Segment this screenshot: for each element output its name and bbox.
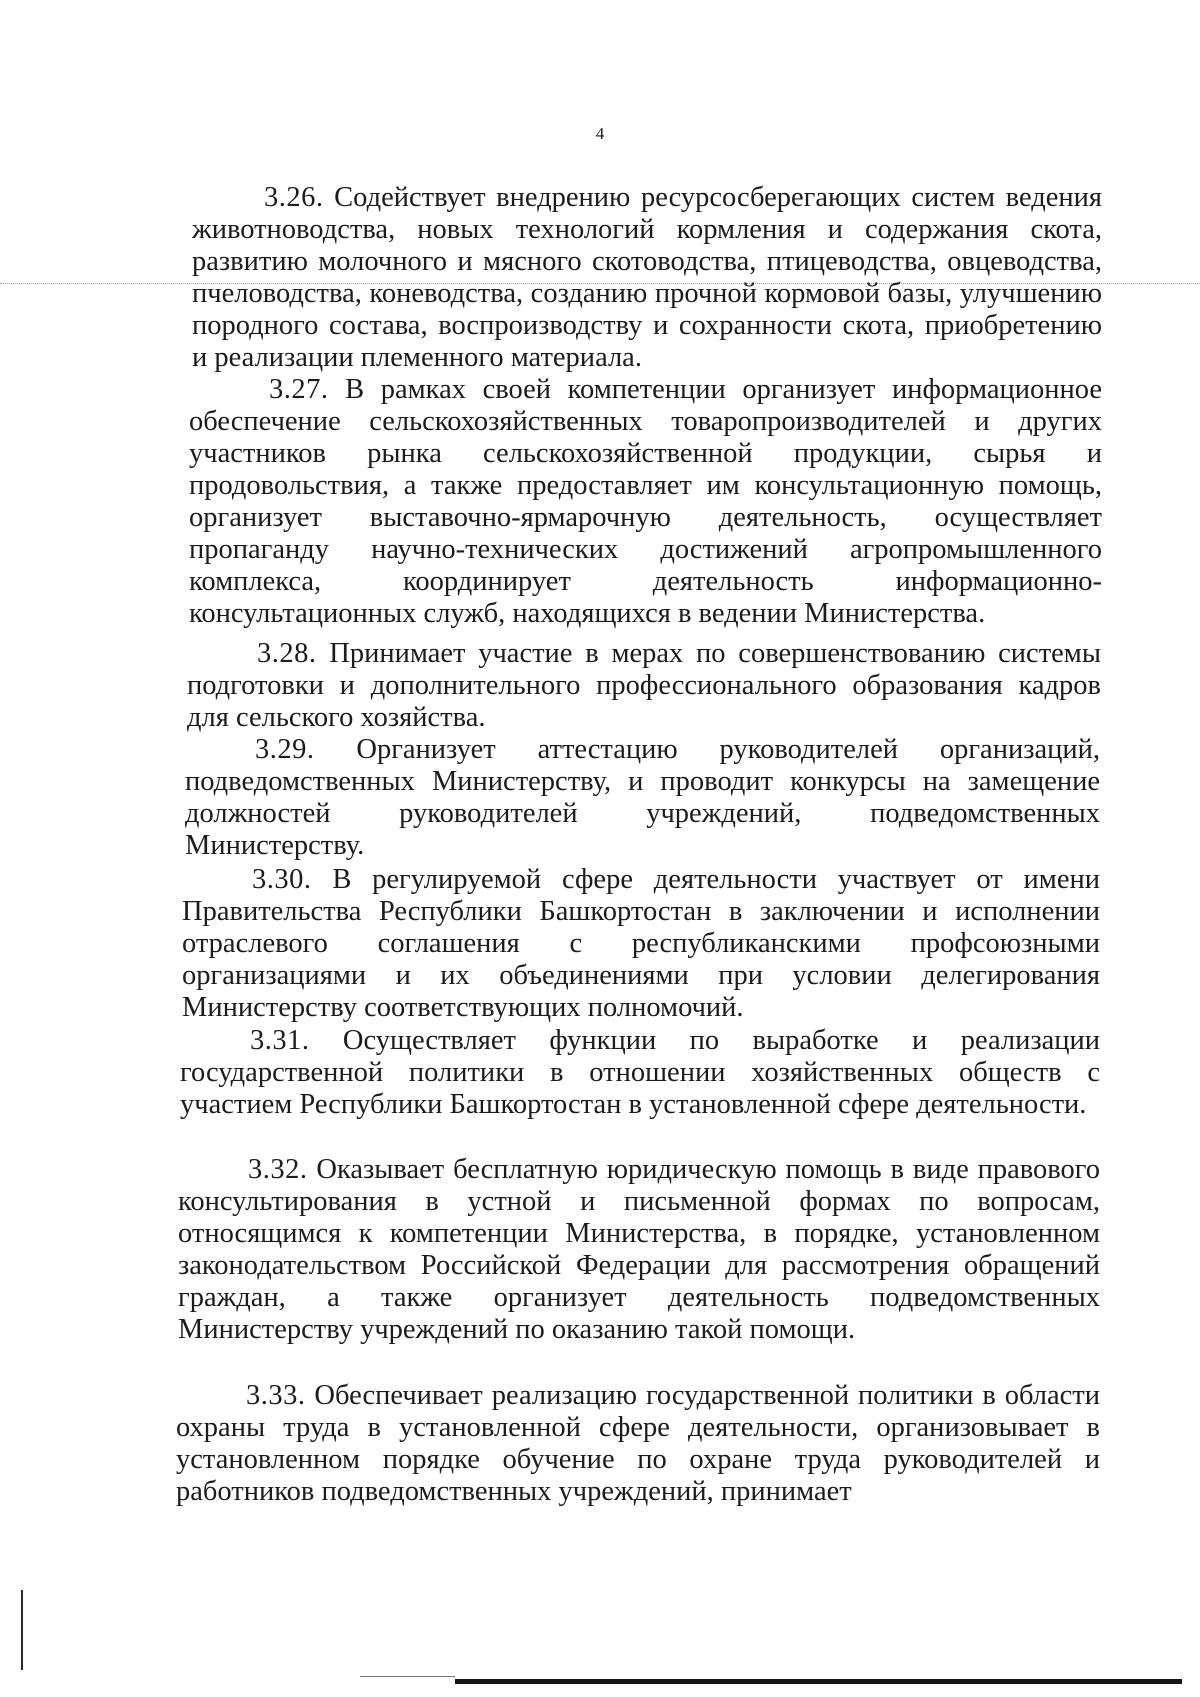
paragraph-3-33 xyxy=(176,1380,1100,1508)
paragraph-text: Содействует внедрению ресурсосберегающих систем ведения животноводства, новых технологий кормления и содержания скота, развитию молочного и мясного скотоводства, птицеводства, овцеводства, пчеловодства, коневодства, созданию прочной кормовой базы, улучшению породного состава, воспроизводству и сохранности скота, приобретению и реализации племенного материала. xyxy=(192,182,1102,373)
paragraph-text: Осуществляет функции по выработке и реализации государственной политики в отношении хозяйственных обществ с участием Республики Башкортостан в установленной сфере деятельности. xyxy=(180,1025,1100,1120)
scan-edge-bottom xyxy=(455,1679,1182,1684)
paragraph-3-26 xyxy=(192,182,1102,374)
paragraph-text: Принимает участие в мерах по совершенствованию системы подготовки и дополнительного профессионального образования кадров для сельского хозяйства. xyxy=(187,638,1101,733)
paragraph-3-29 xyxy=(185,734,1100,862)
paragraph-number: 3.27. xyxy=(269,374,329,405)
scan-edge-left xyxy=(21,1590,23,1670)
paragraph-number: 3.30. xyxy=(252,864,312,895)
paragraph-3-27 xyxy=(189,374,1102,630)
paragraph-text: Организует аттестацию руководителей организаций, подведомственных Министерству, и проводит конкурсы на замещение должностей руководителей учреждений, подведомственных Министерству. xyxy=(185,734,1100,861)
paragraph-3-32 xyxy=(178,1154,1100,1346)
paragraph-number: 3.32. xyxy=(248,1154,308,1185)
paragraph-text: Оказывает бесплатную юридическую помощь в виде правового консультирования в устной и письменной формах по вопросам, относящимся к компетенции Министерства, в порядке, установленном законодательством Российской Федерации для рассмотрения обращений граждан, а также организует деятельность подведомственных Министерству учреждений по оказанию такой помощи. xyxy=(178,1154,1100,1345)
paragraph-number: 3.31. xyxy=(250,1025,310,1056)
paragraph-number: 3.29. xyxy=(255,734,315,765)
paragraph-3-28 xyxy=(187,638,1101,734)
paragraph-text: В регулируемой сфере деятельности участвует от имени Правительства Республики Башкортостан в заключении и исполнении отраслевого соглашения с республиканскими профсоюзными организациями и их объединениями при условии делегирования Министерству соответствующих полномочий. xyxy=(182,864,1100,1023)
paragraph-number: 3.33. xyxy=(246,1380,306,1411)
paragraph-text: В рамках своей компетенции организует информационное обеспечение сельскохозяйственных товаропроизводителей и других участников рынка сельскохозяйственной продукции, сырья и продовольствия, а также предоставляет им консультационную помощь, организует выставочно-ярмарочную деятельность, осуществляет пропаганду научно-технических достижений агропромышленного комплекса, координирует деятельность информационно-консультационных служб, находящихся в ведении Министерства. xyxy=(189,374,1102,629)
paragraph-number: 3.26. xyxy=(264,182,324,213)
paragraph-3-31 xyxy=(180,1025,1100,1121)
page-number: 4 xyxy=(595,124,605,143)
paragraph-3-30 xyxy=(182,864,1100,1024)
paragraph-text: Обеспечивает реализацию государственной политики в области охраны труда в установленной сфере деятельности, организовывает в установленном порядке обучение по охране труда руководителей и работников подведомственных учреждений, принимает xyxy=(176,1380,1100,1507)
paragraph-number: 3.28. xyxy=(257,638,317,669)
scan-edge-bottom-thin xyxy=(360,1676,455,1677)
